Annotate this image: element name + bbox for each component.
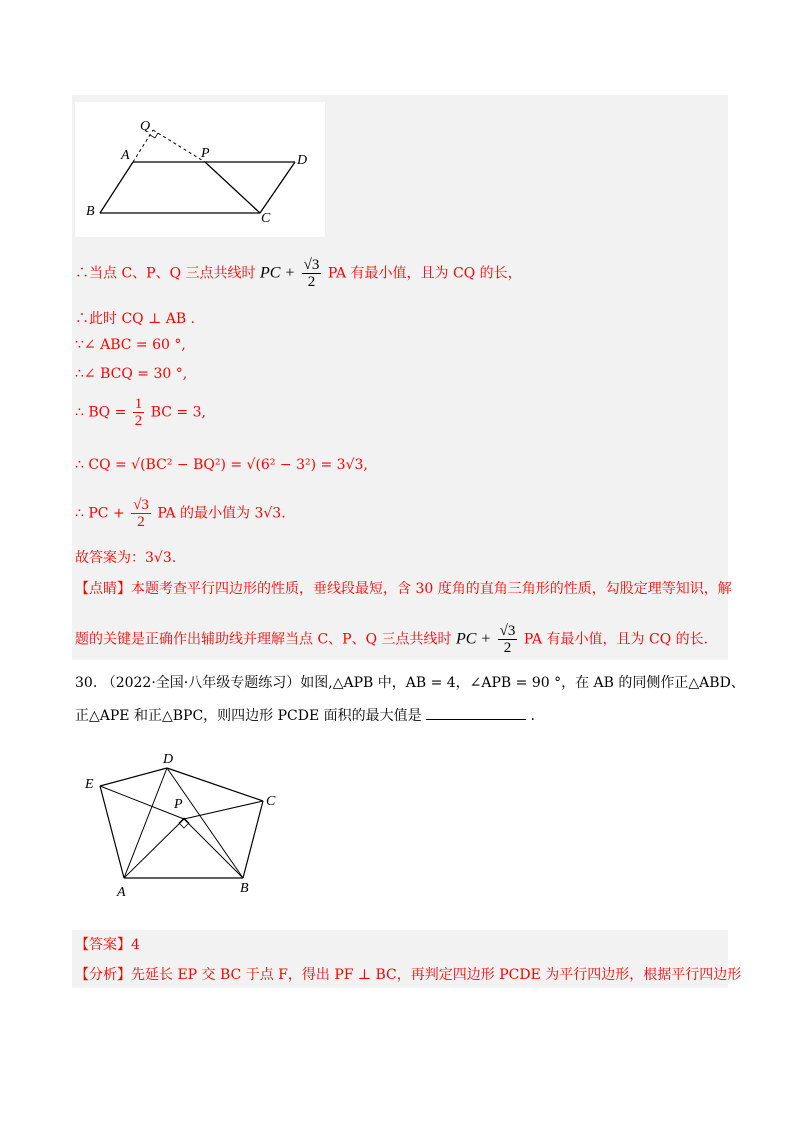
fraction xyxy=(131,497,151,530)
step-cq: ∴ CQ = √(BC² − BQ²) = √(6² − 3²) = 3√3, xyxy=(75,457,368,473)
problem-text: 正△APE 和正△BPC，则四边形 PCDE 面积的最大值是 xyxy=(75,708,422,724)
comment-line-2 xyxy=(75,623,708,656)
answer-blank xyxy=(426,707,526,720)
step-text: PA 的最小值为 3√3. xyxy=(157,505,286,522)
step-text: ∴ PC + xyxy=(75,505,125,522)
answer-label: 【答案】4 xyxy=(75,937,140,953)
analysis-line: 【分析】先延长 EP 交 BC 于点 F，得出 PF ⊥ BC，再判定四边形 PCDE 为平行四边形，根据平行四边形 xyxy=(75,967,742,983)
step-angle-bcq: ∴∠ BCQ = 30 °, xyxy=(75,366,188,382)
step-min-value xyxy=(75,497,286,530)
parallelogram-figure xyxy=(75,102,325,237)
label-c: C xyxy=(261,211,271,226)
pentagon-figure xyxy=(80,748,300,898)
step-collinear xyxy=(75,257,522,290)
problem-text: . xyxy=(530,708,535,724)
step-text: BC = 3, xyxy=(150,404,206,421)
fraction-denominator: 2 xyxy=(307,274,316,290)
label-q: Q xyxy=(140,119,151,134)
label-d: D xyxy=(297,153,308,168)
problem-30-line-1: 30. （2022·全国·八年级专题练习）如图,△APB 中，AB = 4，∠APB = 90 °，在 AB 的同侧作正△ABD、 xyxy=(75,675,745,691)
label-a: A xyxy=(121,148,130,163)
step-perpendicular: ∴此时 CQ ⊥ AB . xyxy=(75,311,196,327)
label-p: P xyxy=(174,797,183,812)
label-b: B xyxy=(86,204,95,219)
math-expr: PC + xyxy=(455,630,492,648)
label-a: A xyxy=(117,885,126,898)
fraction xyxy=(498,623,518,656)
fraction-denominator: 2 xyxy=(503,640,512,656)
fraction-denominator: 2 xyxy=(134,413,143,429)
step-angle-abc: ∵∠ ABC = 60 °, xyxy=(75,337,186,353)
fraction xyxy=(302,257,322,290)
step-text: PA 有最小值，且为 CQ 的长， xyxy=(327,265,522,282)
step-bq xyxy=(75,396,206,429)
fraction-numerator: 1 xyxy=(134,396,143,412)
fraction-numerator: √3 xyxy=(133,497,149,513)
label-d: D xyxy=(163,752,174,767)
step-text: PA 有最小值，且为 CQ 的长. xyxy=(523,631,709,648)
label-p: P xyxy=(201,146,210,161)
fraction-numerator: √3 xyxy=(499,623,516,639)
math-expr: PC + xyxy=(259,264,296,282)
step-text: ∴ BQ = xyxy=(75,404,127,421)
step-text: 题的关键是正确作出辅助线并理解当点 C、P、Q 三点共线时 xyxy=(75,631,452,648)
label-b: B xyxy=(240,881,249,896)
step-text: ∴当点 C、P、Q 三点共线时 xyxy=(75,265,256,282)
problem-30-line-2 xyxy=(75,705,535,725)
fraction xyxy=(133,396,145,429)
label-e: E xyxy=(85,777,94,792)
comment-line-1: 【点睛】本题考查平行四边形的性质，垂线段最短，含 30 度角的直角三角形的性质，勾股定理等知识，解 xyxy=(75,581,732,597)
fraction-numerator: √3 xyxy=(303,257,320,273)
fraction-denominator: 2 xyxy=(137,514,145,530)
answer-line: 故答案为：3√3. xyxy=(75,550,177,566)
label-c: C xyxy=(266,794,276,809)
